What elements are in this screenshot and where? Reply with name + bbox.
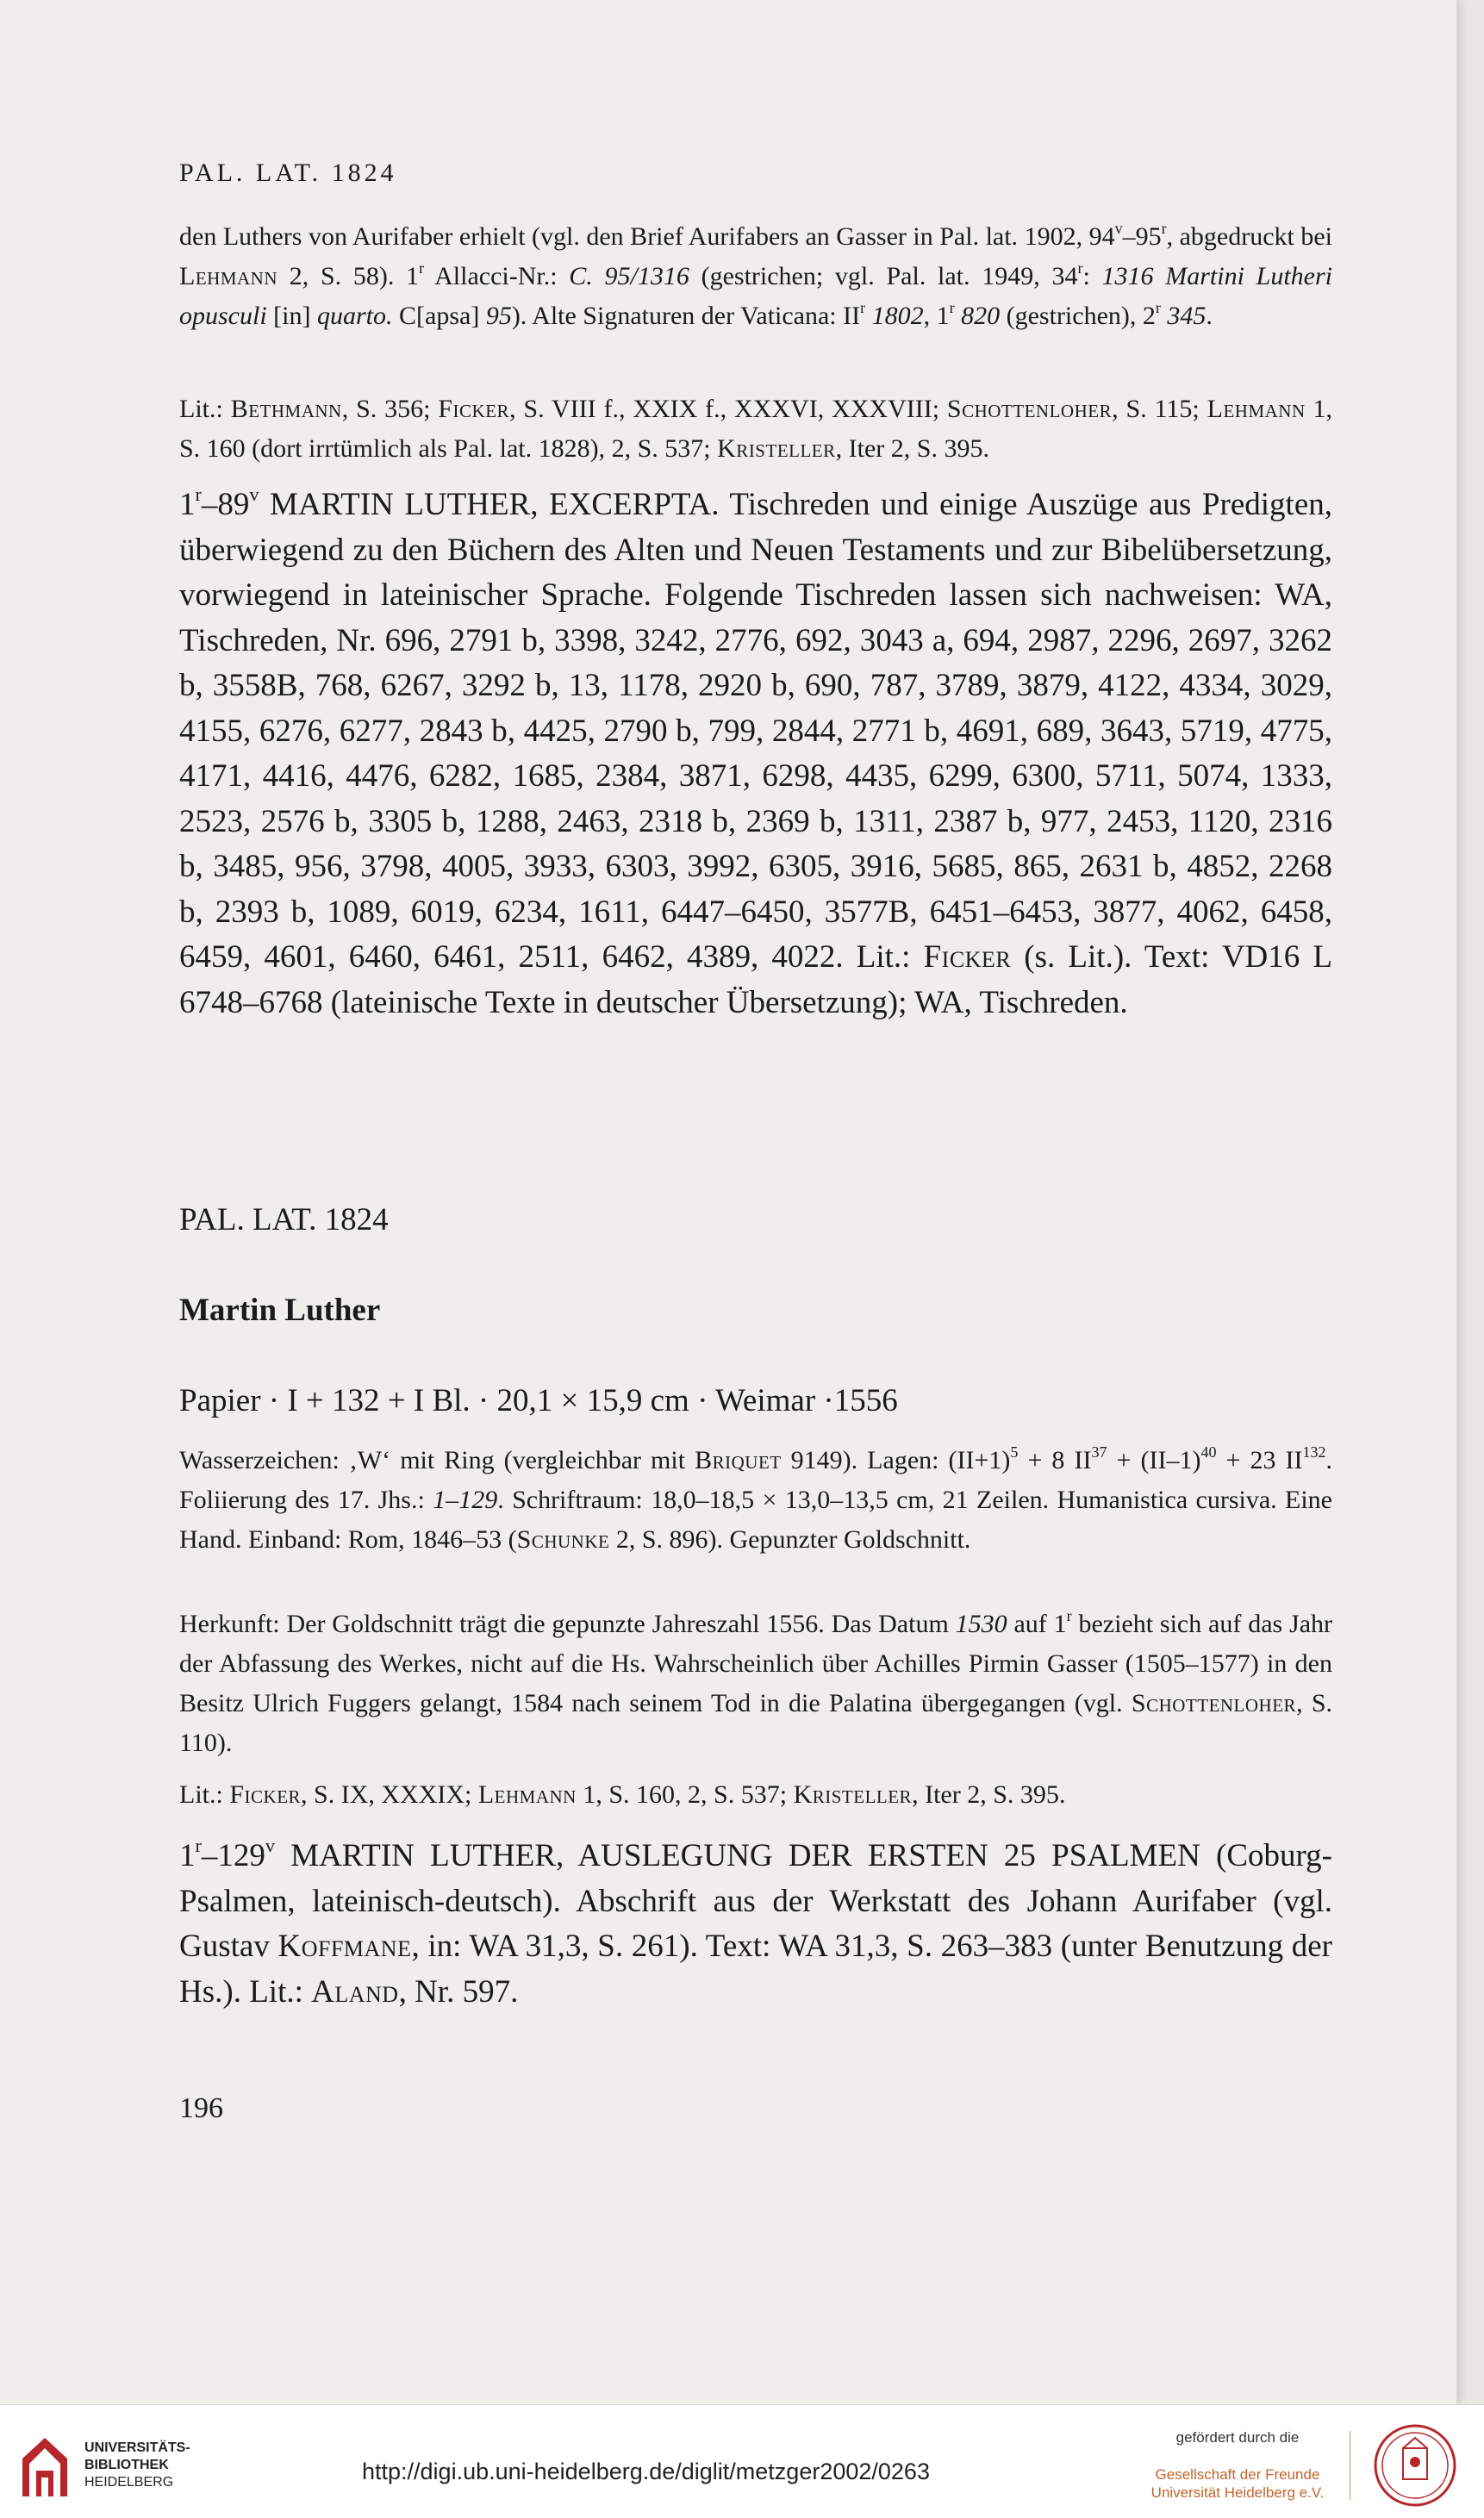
shelfmark-heading: PAL. LAT. 1824 (179, 1202, 389, 1237)
sponsor-name[interactable] (1134, 2465, 1341, 2502)
sponsor-line-2: Universität Heidelberg e.V. (1150, 2484, 1325, 2501)
sponsor-label: gefördert durch die (1175, 2429, 1300, 2446)
sponsor-line-1: Gesellschaft der Freunde (1155, 2466, 1320, 2483)
university-seal-icon (1365, 2422, 1465, 2509)
author-heading: Martin Luther (179, 1293, 381, 1328)
codicology-paragraph: Wasserzeichen: ‚W‘ mit Ring (vergleichbar mit Briquet 9149). Lagen: $(II+1)^5 + 8$ $II^{37} + (II-1)^{40} + 23$ II$^{132}$. Foliierung des 17. Jhs.: 1–129. Schriftraum: 18,0–18,5 × 13,0–13,5 cm, 21 Zeilen. Humanistica cursiva. Eine Hand. Einband: Rom, 1846–53 (Schunke 2, S. 896). Gepunzter Goldschnitt. (179, 1443, 1333, 1554)
literature-paragraph: Lit.: Bethmann, S. 356; Ficker, S. VIII f., XXIX f., XXXVI, XXXVIII; Schottenloher, S. 115; Lehmann 1, S. 160 (dort irrtümlich als Pal. lat. 1828), 2, S. 537; Kristeller, Iter 2, S. 395. (179, 395, 1332, 463)
university-library-logo-icon[interactable] (14, 2433, 76, 2502)
uni-name-line-1: UNIVERSITÄTS- (84, 2440, 190, 2455)
viewer-footer (0, 2404, 1484, 2518)
uni-name-line-3: HEIDELBERG (84, 2475, 174, 2490)
excerpta-entry: 1$^r$–89$^v$ MARTIN LUTHER, EXCERPTA. Tischreden und einige Auszüge aus Predigten, überwiegend zu den Büchern des Alten und Neuen Testaments und zur Bibelübersetzung, vorwiegend in lateinischer Sprache. Folgende Tischreden lassen sich nachweisen: WA, Tischreden, Nr. 696, 2791 b, 3398, 3242, 2776, 692, 3043 a, 694, 2987, 2296, 2697, 3262 b, 3558B, 768, 6267, 3292 b, 13, 1178, 2920 b, 690, 787, 3789, 3879, 4122, 4334, 3029, 4155, 6276, 6277, 2843 b, 4425, 2790 b, 799, 2844, 2771 b, 4691, 689, 3643, 5719, 4775, 4171, 4416, 4476, 6282, 1685, 2384, 3871, 6298, 4435, 6299, 6300, 5711, 5074, 1333, 2523, 2576 b, 3305 b, 1288, 2463, 2318 b, 2369 b, 1311, 2387 b, 977, 2453, 1120, 2316 b, 3485, 956, 3798, 4005, 3933, 6303, 3992, 6305, 3916, 5685, 865, 2631 b, 4852, 2268 b, 2393 b, 1089, 6019, 6234, 1611, 6447–6450, 3577B, 6451–6453, 3877, 4062, 6458, 6459, 4601, 6460, 6461, 2511, 6462, 4389, 4022. Lit.: Ficker (s. Lit.). Text: VD16 L 6748–6768 (lateinische Texte in deutscher Übersetzung); WA, Tischreden. (179, 483, 1333, 1020)
permalink-url[interactable]: http://digi.ub.uni-heidelberg.de/diglit/metzger2002/0263 (362, 2459, 930, 2484)
physical-description: Papier · I + 132 + I Bl. · 20,1 × 15,9 cm · Weimar ·1556 (179, 1383, 898, 1418)
uni-name-line-2: BIBLIOTHEK (84, 2458, 169, 2472)
auslegung-entry: 1$^r$–129$^v$ MARTIN LUTHER, AUSLEGUNG DER ERSTEN 25 PSALMEN (Coburg-Psalmen, lateinisch-deutsch). Abschrift aus der Werkstatt des Johann Aurifaber (vgl. Gustav Koffmane, in: WA 31,3, S. 261). Text: WA 31,3, S. 263–383 (unter Benutzung der Hs.). Lit.: Aland, Nr. 597. (179, 1835, 1332, 2010)
intro-paragraph: den Luthers von Aurifaber erhielt (vgl. den Brief Aurifabers an Gasser in Pal. lat. 1902, 94$^v$–95$^r$, abgedruckt bei Lehmann 2, S. 58). 1$^r$ Allacci-Nr.: C. 95/1316 (gestrichen; vgl. Pal. lat. 1949, 34$^r$: 1316 Martini Lutheri opusculi [in] quarto. C[apsa] 95). Alte Signaturen der Vaticana: $II^r$ 1802, 1$^r$ 820 (gestrichen), 2$^r$ 345. (179, 220, 1333, 330)
provenance-paragraph: Herkunft: Der Goldschnitt trägt die gepunzte Jahreszahl 1556. Das Datum 1530 auf 1$^r$ bezieht sich auf das Jahr der Abfassung des Werkes, nicht auf die Hs. Wahrscheinlich über Achilles Pirmin Gasser (1505–1577) in den Besitz Ulrich Fuggers gelangt, 1584 nach seinem Tod in die Palatina übergegangen (vgl. Schottenloher, S. 110). (179, 1607, 1333, 1757)
university-library-name[interactable] (84, 2440, 257, 2491)
literature-paragraph-2: Lit.: Ficker, S. IX, XXXIX; Lehmann 1, S. 160, 2, S. 537; Kristeller, Iter 2, S. 395. (179, 1780, 1066, 1809)
running-head: PAL. LAT. 1824 (179, 159, 397, 187)
page-number: 196 (179, 2092, 223, 2124)
